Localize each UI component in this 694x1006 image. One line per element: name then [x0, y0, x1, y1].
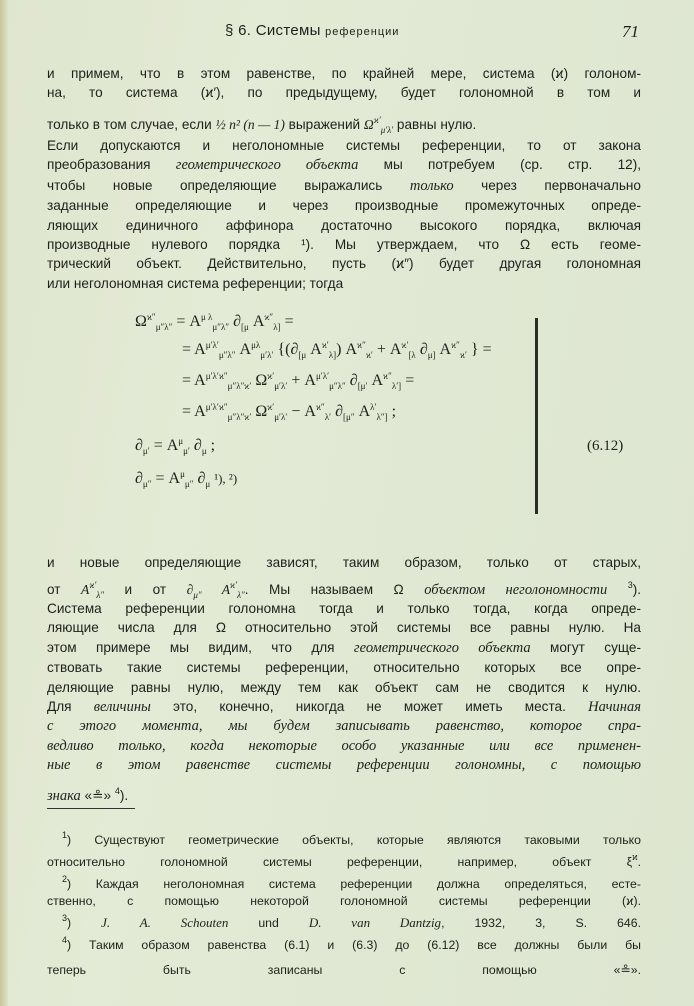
text-line: трический объект. Действительно, пусть (ϰ″) будет другая голономная: [47, 256, 641, 272]
text-line: и новые определяющие зависят, таким образом, только от старых,: [47, 555, 641, 570]
text-line-italic: ведливо только, когда некоторые особо указанные или все применен-: [47, 737, 641, 754]
text-line: заданные определяющие и через производные промежуточных опреде-: [47, 198, 641, 214]
equation-line-2: = $A^{\mu'\lambda'}_{\mu''\lambda''}$ $A^{\mu\lambda}_{\mu'\lambda'}$ {($\partial_{[\mu}$ $A^{ϰ'}_{\lambda]}$) $A^{ϰ''}_{ϰ'} + A^{ϰ'}_{[\lambda}$ $\partial_{\mu]}$ $A^{ϰ''}_{ϰ'}$ } =: [182, 340, 492, 360]
footnote-2: $^2$) Каждая неголономная система референции должна определяться, есте-: [62, 874, 641, 891]
text-line: Для величины это, конечно, никогда не может иметь места. Начиная: [47, 699, 641, 716]
equation-brace: [535, 318, 538, 514]
text-line: производные нулевого порядка ¹). Мы утверждаем, что Ω есть геоме-: [47, 237, 641, 253]
footnote-2-cont: ственно, с помощью некоторой голономной системы референции (ϰ).: [47, 894, 641, 908]
section-title: § 6. Системы референции: [225, 22, 400, 39]
text-line: знака «≗» $^4$).: [47, 785, 129, 804]
page-edge-shadow: [0, 0, 8, 1006]
running-header: [0, 22, 694, 46]
text-line: от $A^{ϰ'}_{\lambda''}$ и от $\partial_{\mu''}$ $A^{ϰ'}_{\lambda''}$. Мы называем Ω объектом неголономности $^3$).: [47, 580, 642, 601]
text-line: деляющие равны нулю, между тем как объект сам не сводится к нулю.: [47, 679, 641, 695]
text-line: Если допускаются и неголономные системы референции, то от закона: [47, 138, 641, 153]
paragraph-1: [47, 64, 641, 140]
text-line-with-fraction: только в том случае, если ½ n² (n — 1) выражений $\Omega^{ϰ'}_{\mu'\lambda'}$ равны нулю.: [47, 114, 477, 135]
text-line: и примем, что в этом равенстве, по крайней мере, система (ϰ) голоном-: [47, 66, 641, 81]
equation-line-3: = $A^{\mu'\lambda'ϰ''}_{\mu''\lambda''ϰ'}$ $\Omega^{ϰ'}_{\mu'\lambda'} + A^{\mu'\lambda'}_{\mu''\lambda''}$ $\partial_{[\mu'}$ $A^{ϰ''}_{\lambda']}$ =: [182, 371, 415, 391]
text-line: чтобы новые определяющие выражались только через первоначально: [47, 177, 641, 194]
text-line: ляющих единичного аффинора достаточно высокого порядка, включая: [47, 217, 641, 233]
text-line: или неголономная система референции; тогда: [47, 275, 344, 291]
equation-line-1: $\Omega^{ϰ''}_{\mu''\lambda''} = A^{\mu \lambda}_{\mu''\lambda''}$ $\partial_{[\mu}$ $A^{ϰ''}_{\lambda]}$ =: [135, 312, 294, 332]
page-number: 71: [622, 22, 639, 41]
footnotes: [47, 827, 641, 979]
footnote-4: $^4$) Таким образом равенства (6.1) и (6.3) до (6.12) все должны были бы: [62, 935, 641, 952]
text-line: ствовать такие системы референции, относительно которых все опре-: [47, 660, 641, 676]
text-line: на, то система (ϰ′), по предыдущему, будет голономной в том и: [47, 85, 641, 101]
footnote-separator: [47, 808, 135, 809]
text-line: преобразования геометрического объекта мы потребуем (ср. стр. 12),: [47, 157, 641, 174]
footnote-3: $^3$) J. A. Schouten und D. van Dantzig, 1932, 3, S. 646.: [62, 913, 641, 930]
footnote-1-cont: относительно голономной системы референции, например, объект $\xi^ϰ$.: [47, 852, 641, 869]
text-line-italic: ные в этом равенстве системы референции голономны, с помощью: [47, 757, 641, 774]
paragraph-3: [47, 553, 641, 606]
equation-line-5: $\partial_{\mu'} = A^\mu_{\mu'}$ $\partial_\mu$ ;: [135, 436, 216, 456]
footnote-4-cont: теперь быть записаны с помощью «≗».: [47, 963, 641, 977]
footnote-1: $^1$) Существуют геометрические объекты, которые являются таковыми только: [62, 830, 641, 847]
paragraph-4: [47, 599, 641, 806]
text-line: Система референции голономна тогда и только тогда, когда опреде-: [47, 601, 641, 616]
text-line: этом примере мы видим, что для геометрического объекта могут суще-: [47, 639, 641, 656]
paragraph-2: [47, 136, 641, 293]
equation-line-4: = $A^{\mu'\lambda'ϰ''}_{\mu''\lambda''ϰ'}$ $\Omega^{ϰ'}_{\mu'\lambda'} - A^{ϰ''}_{\lambda'}$ $\partial_{[\mu''}$ $A^{\lambda'}_{\lambda'']}$ ;: [182, 402, 397, 422]
text-line: ляющие числа для Ω относительно этой системы все равны нулю. На: [47, 620, 641, 636]
equation-number: (6.12): [587, 438, 624, 454]
text-line-italic: с этого момента, мы будем записывать равенство, которое спра-: [47, 718, 641, 735]
equation-line-6: $\partial_{\mu''} = A^\mu_{\mu''}$ $\partial_\mu$ ¹), ²): [135, 469, 238, 489]
